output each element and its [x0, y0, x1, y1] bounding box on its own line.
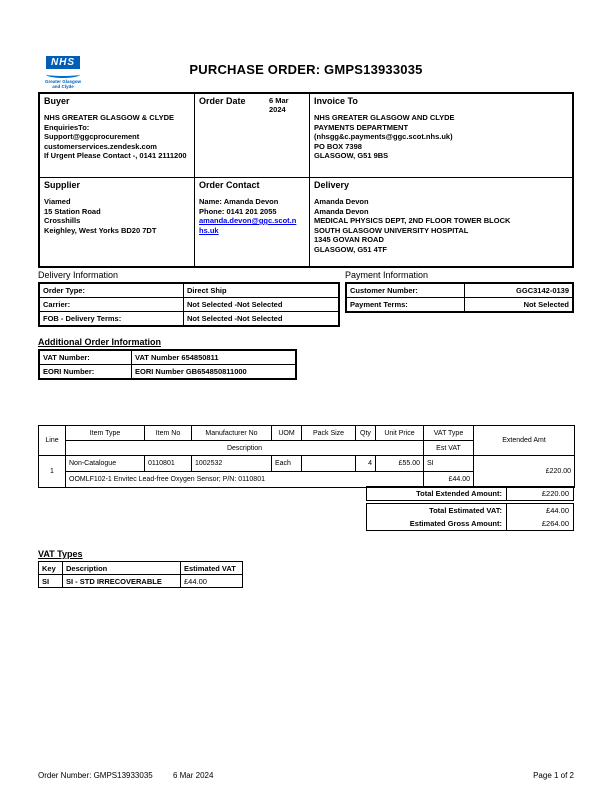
- order-contact-details: [199, 197, 305, 235]
- page-title: PURCHASE ORDER: GMPS13933035: [189, 62, 423, 77]
- vat-key: SI: [39, 575, 63, 588]
- vat-description: SI - STD IRRECOVERABLE: [63, 575, 181, 588]
- table-row: [39, 575, 243, 588]
- delivery-information-title: Delivery Information: [38, 270, 119, 280]
- delivery-label: Delivery: [314, 180, 350, 190]
- total-extended-amount-row: [366, 486, 574, 501]
- footer-page-number: Page 1 of 2: [533, 771, 574, 780]
- delivery-information-table: [38, 282, 340, 327]
- item-no: 0110801: [145, 456, 192, 472]
- buyer-line: If Urgent Please Contact -, 0141 2111200: [44, 151, 187, 160]
- delivery-information-section: [38, 270, 340, 327]
- item-qty: 4: [356, 456, 376, 472]
- table-row: [39, 456, 575, 472]
- col-header-uom: UOM: [272, 426, 302, 441]
- buyer-label: Buyer: [44, 96, 70, 106]
- col-header-extended-amt: Extended Amt: [474, 426, 575, 456]
- vat-col-header-description: Description: [63, 562, 181, 575]
- order-contact-label: Order Contact: [199, 180, 260, 190]
- invoice-to-section: [310, 94, 572, 178]
- supplier-address: [44, 197, 190, 235]
- total-estimated-vat-value: £44.00: [506, 504, 573, 517]
- invoice-to-line: (nhsgg&c.payments@ggc.scot.nhs.uk): [314, 132, 453, 141]
- customer-number-label: Customer Number:: [347, 284, 465, 297]
- invoice-to-label: Invoice To: [314, 96, 358, 106]
- total-estimated-vat-label: Total Estimated VAT:: [429, 506, 502, 515]
- buyer-address: [44, 113, 190, 161]
- fob-delivery-terms-label: FOB - Delivery Terms:: [40, 312, 184, 325]
- invoice-to-address: [314, 113, 568, 161]
- vat-number-value: VAT Number 654850811: [135, 353, 219, 362]
- order-date-label: Order Date: [199, 96, 246, 106]
- buyer-line: Support@ggcprocurement: [44, 132, 140, 141]
- eori-number-value: EORI Number GB654850811000: [135, 367, 247, 376]
- totals-summary-box: [366, 503, 574, 531]
- supplier-line: Viamed: [44, 197, 71, 206]
- table-header-row: [39, 426, 575, 441]
- payment-information-section: [345, 270, 574, 313]
- carrier-value: Not Selected -Not Selected: [187, 300, 283, 309]
- payment-terms-value: Not Selected: [523, 300, 569, 309]
- line-items-table: [38, 425, 575, 488]
- table-row: [40, 284, 338, 298]
- buyer-section: [40, 94, 195, 178]
- nhs-logo-text: NHS: [46, 56, 80, 69]
- table-row: [40, 365, 295, 378]
- table-row: [40, 312, 338, 325]
- order-contact-section: [195, 178, 310, 266]
- supplier-line: 15 Station Road: [44, 206, 101, 216]
- delivery-line: GLASGOW, G51 4TF: [314, 244, 387, 254]
- buyer-line: EnquiriesTo:: [44, 122, 90, 132]
- item-unit-price: £55.00: [376, 456, 424, 472]
- table-row: [347, 284, 572, 298]
- table-header-row: [39, 562, 243, 575]
- delivery-address: [314, 197, 568, 254]
- payment-information-table: [345, 282, 574, 313]
- col-header-est-vat: Est VAT: [424, 441, 474, 456]
- carrier-label: Carrier:: [40, 298, 184, 311]
- footer-order-number: Order Number: GMPS13933035: [38, 771, 153, 780]
- item-vat-type: SI: [424, 456, 474, 472]
- item-type: Non-Catalogue: [66, 456, 145, 472]
- supplier-line: Crosshills: [44, 216, 81, 225]
- payment-information-title: Payment Information: [345, 270, 429, 280]
- delivery-line: SOUTH GLASGOW UNIVERSITY HOSPITAL: [314, 225, 469, 235]
- order-contact-name: Name: Amanda Devon: [199, 197, 279, 206]
- fob-delivery-terms-value: Not Selected -Not Selected: [187, 314, 283, 323]
- order-header-table: [38, 92, 574, 268]
- vat-col-header-key: Key: [39, 562, 63, 575]
- additional-order-information-section: [38, 337, 297, 380]
- item-est-vat: £44.00: [424, 472, 474, 488]
- total-estimated-vat-row: [367, 504, 573, 517]
- supplier-label: Supplier: [44, 180, 81, 190]
- delivery-line: Amanda Devon: [314, 197, 369, 206]
- nhs-logo-org-line1: Greater Glasgow: [44, 79, 81, 84]
- invoice-to-line: PAYMENTS DEPARTMENT: [314, 122, 409, 132]
- col-header-item-type: Item Type: [66, 426, 145, 441]
- item-manufacturer-no: 1002532: [192, 456, 272, 472]
- item-line-number: 1: [39, 456, 66, 488]
- buyer-line: customerservices.zendesk.com: [44, 141, 157, 151]
- col-header-description: Description: [66, 441, 424, 456]
- additional-order-information-table: [38, 349, 297, 380]
- order-type-value: Direct Ship: [187, 286, 227, 295]
- invoice-to-line: GLASGOW, G51 9BS: [314, 151, 389, 160]
- table-row: [40, 298, 338, 312]
- item-extended-amt: £220.00: [474, 456, 575, 488]
- supplier-section: [40, 178, 195, 266]
- total-extended-amount-label: Total Extended Amount:: [416, 489, 502, 498]
- buyer-line: NHS GREATER GLASGOW & CLYDE: [44, 113, 175, 122]
- vat-number-label: VAT Number:: [40, 351, 132, 364]
- additional-order-information-title: Additional Order Information: [38, 337, 161, 347]
- item-pack-size: [302, 456, 356, 472]
- vat-types-title: VAT Types: [38, 549, 83, 559]
- total-extended-amount-value: £220.00: [506, 487, 573, 500]
- col-header-unit-price: Unit Price: [376, 426, 424, 441]
- table-row: [40, 351, 295, 365]
- col-header-item-no: Item No: [145, 426, 192, 441]
- totals-section: [366, 486, 574, 533]
- estimated-gross-amount-label: Estimated Gross Amount:: [409, 519, 502, 528]
- vat-types-table: [38, 561, 243, 588]
- page-footer: [38, 771, 574, 780]
- invoice-to-line: PO BOX 7398: [314, 141, 362, 151]
- delivery-line: MEDICAL PHYSICS DEPT, 2ND FLOOR TOWER BLOCK: [314, 216, 511, 225]
- vat-estimated-value: £44.00: [181, 575, 243, 588]
- nhs-logo-org-line2: and Clyde: [52, 84, 74, 89]
- item-uom: Each: [272, 456, 302, 472]
- estimated-gross-amount-row: [367, 517, 573, 530]
- col-header-qty: Qty: [356, 426, 376, 441]
- table-row: [347, 298, 572, 311]
- col-header-line: Line: [39, 426, 66, 456]
- eori-number-label: EORI Number:: [40, 365, 132, 378]
- payment-terms-label: Payment Terms:: [347, 298, 465, 311]
- estimated-gross-amount-value: £264.00: [506, 517, 573, 530]
- order-date-value: 6 Mar 2024: [269, 96, 289, 114]
- order-contact-phone: Phone: 0141 201 2055: [199, 206, 277, 216]
- order-date-section: [195, 94, 310, 178]
- item-description: OOMLF102-1 Envitec Lead-free Oxygen Sensor; P/N: 0110801: [66, 472, 424, 488]
- col-header-vat-type: VAT Type: [424, 426, 474, 441]
- vat-col-header-estimated-vat: Estimated VAT: [181, 562, 243, 575]
- invoice-to-line: NHS GREATER GLASGOW AND CLYDE: [314, 113, 455, 122]
- delivery-line: 1345 GOVAN ROAD: [314, 235, 384, 244]
- footer-date: 6 Mar 2024: [172, 771, 214, 780]
- supplier-line: Keighley, West Yorks BD20 7DT: [44, 225, 157, 235]
- delivery-section: [310, 178, 572, 266]
- footer-left: [38, 771, 213, 780]
- order-contact-email-link[interactable]: amanda.devon@ggc.scot.nhs.uk: [199, 216, 297, 235]
- delivery-line: Amanda Devon: [314, 206, 369, 216]
- order-type-label: Order Type:: [40, 284, 184, 297]
- vat-types-section: [38, 549, 243, 588]
- col-header-pack-size: Pack Size: [302, 426, 356, 441]
- customer-number-value: GGC3142-0139: [516, 286, 569, 295]
- col-header-manufacturer-no: Manufacturer No: [192, 426, 272, 441]
